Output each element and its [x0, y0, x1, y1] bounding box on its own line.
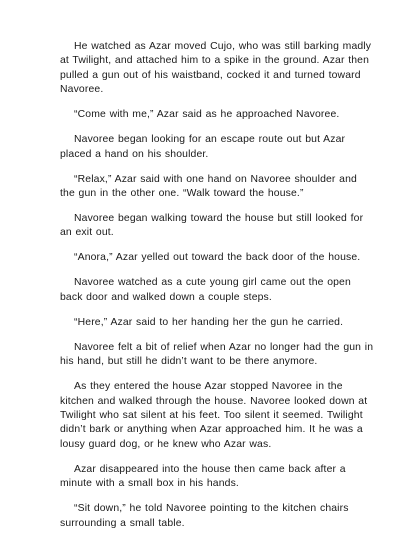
paragraph-2: “Come with me,” Azar said as he approached Navoree.: [74, 109, 340, 121]
paragraph-3: Navoree began looking for an escape route out but Azar placed a hand on his shoulder.: [60, 134, 346, 160]
paragraph-4: “Relax,” Azar said with one hand on Navoree shoulder and the gun in the other one. “Walk toward the house.”: [60, 173, 357, 200]
paragraph-7: Navoree watched as a cute young girl came out the open back door and walked down a couple steps.: [60, 277, 351, 303]
paragraph-9: Navoree felt a bit of relief when Azar no longer had the gun in his hand, but still he didn’t want to be there anymore.: [60, 341, 374, 368]
paragraph-11: Azar disappeared into the house then came back after a minute with a small box in his hands.: [60, 463, 346, 490]
paragraph-1: He watched as Azar moved Cujo, who was still barking madly at Twilight, and attached him to a spike in the ground. Azar then pulled a gun out of his waistband, cocked it and turned toward Navoree.: [60, 41, 372, 96]
paragraph-8: “Here,” Azar said to her handing her the gun he carried.: [74, 316, 344, 328]
paragraph-6: “Anora,” Azar yelled out toward the back door of the house.: [74, 252, 361, 264]
paragraph-10: As they entered the house Azar stopped Navoree in the kitchen and walked through the house. Navoree looked down at Twilight who sat silent at his feet. Too silent it seemed. Twilight didn’t bark or anything when Azar approached him. It he was a lousy guard dog, or he knew who Azar was.: [60, 381, 368, 450]
paragraph-12: “Sit down,” he told Navoree pointing to the kitchen chairs surrounding a small table.: [60, 503, 349, 529]
paragraph-5: Navoree began walking toward the house but still looked for an exit out.: [60, 213, 364, 239]
